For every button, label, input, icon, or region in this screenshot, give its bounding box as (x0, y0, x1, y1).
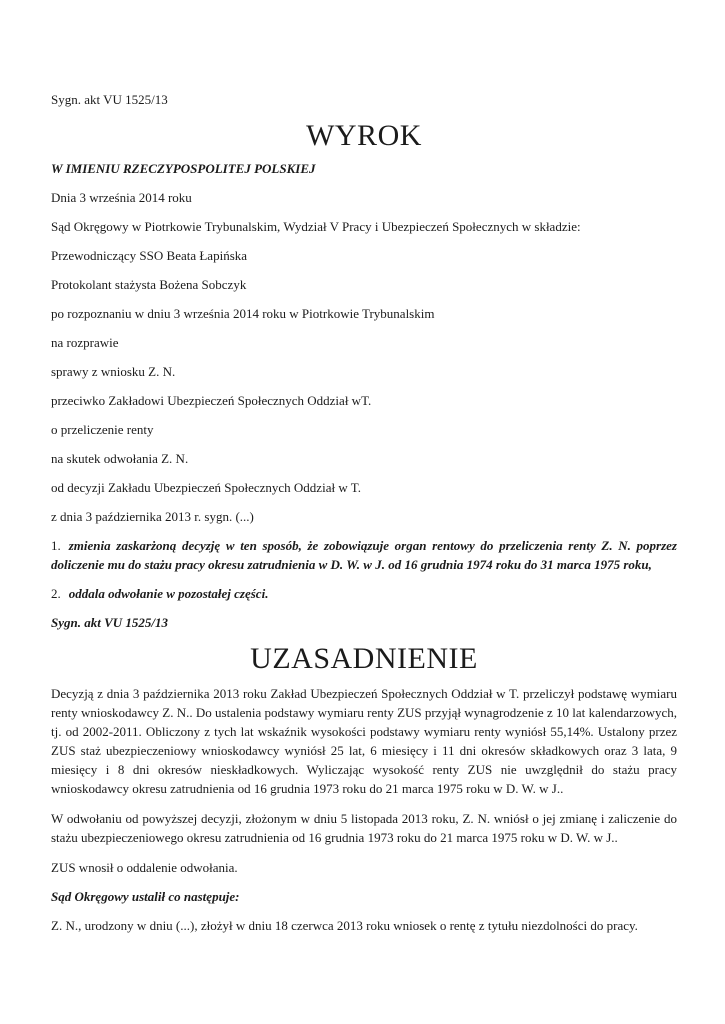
ruling-item-1-number: 1. (51, 538, 61, 553)
header-line-date: Dnia 3 września 2014 roku (51, 190, 192, 205)
justification-paragraph-3: ZUS wnosił o oddalenie odwołania. (51, 860, 238, 875)
header-line-trial: na rozprawie (51, 335, 119, 350)
header-line-court: Sąd Okręgowy w Piotrkowie Trybunalskim, Wydział V Pracy i Ubezpieczeń Społecznych w składzie: (51, 219, 581, 234)
justification-paragraph-1: Decyzją z dnia 3 października 2013 roku Zakład Ubezpieczeń Społecznych Oddział w T. przeliczył podstawę wymiaru renty wnioskodawcy Z. N.. Do ustalenia podstawy wymiaru renty ZUS przyjął wynagrodzenie z 10 lat kalendarzowych, tj. od 2002-2011. Obliczony z tych lat wskaźnik wysokości podstawy wymiaru renty wyniósł 55,14%. Ustalony przez ZUS staż ubezpieczeniowy wnioskodawcy wyniósł 25 lat, 6 miesięcy i 11 dni okresów składkowych oraz 3 lata, 9 miesięcy i 8 dni okresów nieskładkowych. Wyliczając wysokość renty ZUS nie uwzględnił do stażu pracy wnioskodawcy okresu zatrudnienia od 16 grudnia 1973 roku do 21 marca 1975 roku w D. W. w J.. (51, 686, 677, 796)
ruling-item-2-number: 2. (51, 586, 61, 601)
findings-heading: Sąd Okręgowy ustalił co następuje: (51, 889, 240, 904)
justification-paragraph-2: W odwołaniu od powyższej decyzji, złożonym w dniu 5 listopada 2013 roku, Z. N. wniósł o jej zmianę i zaliczenie do stażu ubezpieczeniowego okresu zatrudnienia od 16 grudnia 1973 roku do 21 marca 1975 roku w D. W. w J.. (51, 811, 677, 845)
ruling-item-2 (51, 584, 677, 603)
header-line-appeal: na skutek odwołania Z. N. (51, 451, 189, 466)
header-line-claimant: sprawy z wniosku Z. N. (51, 364, 176, 379)
justification-paragraph-4: Z. N., urodzony w dniu (...), złożył w dniu 18 czerwca 2013 roku wniosek o rentę z tytułu niezdolności do pracy. (51, 918, 638, 933)
judgment-subtitle: W IMIENIU RZECZYPOSPOLITEJ POLSKIEJ (51, 161, 316, 176)
header-line-decision-date: z dnia 3 października 2013 r. sygn. (...) (51, 509, 254, 524)
case-number: Sygn. akt VU 1525/13 (51, 92, 168, 107)
ruling-item-1-text: zmienia zaskarżoną decyzję w ten sposób, że zobowiązuje organ rentowy do przeliczenia renty Z. N. poprzez doliczenie mu do stażu pracy okresu zatrudnienia w D. W. w J. od 16 grudnia 1974 roku do 31 marca 1975 roku, (51, 538, 677, 572)
ruling-item-2-text: oddala odwołanie w pozostałej części. (68, 586, 269, 601)
header-line-decision-source: od decyzji Zakładu Ubezpieczeń Społecznych Oddział w T. (51, 480, 361, 495)
header-line-subject: o przeliczenie renty (51, 422, 154, 437)
case-number-repeat: Sygn. akt VU 1525/13 (51, 615, 169, 630)
justification-title: UZASADNIENIE (250, 642, 478, 675)
header-line-hearing: po rozpoznaniu w dniu 3 września 2014 roku w Piotrkowie Trybunalskim (51, 306, 435, 321)
ruling-item-1 (51, 536, 677, 574)
header-line-presiding-judge: Przewodniczący SSO Beata Łapińska (51, 248, 248, 263)
header-line-clerk: Protokolant stażysta Bożena Sobczyk (51, 277, 247, 292)
judgment-title: WYROK (306, 119, 422, 152)
header-line-defendant: przeciwko Zakładowi Ubezpieczeń Społecznych Oddział wT. (51, 393, 372, 408)
